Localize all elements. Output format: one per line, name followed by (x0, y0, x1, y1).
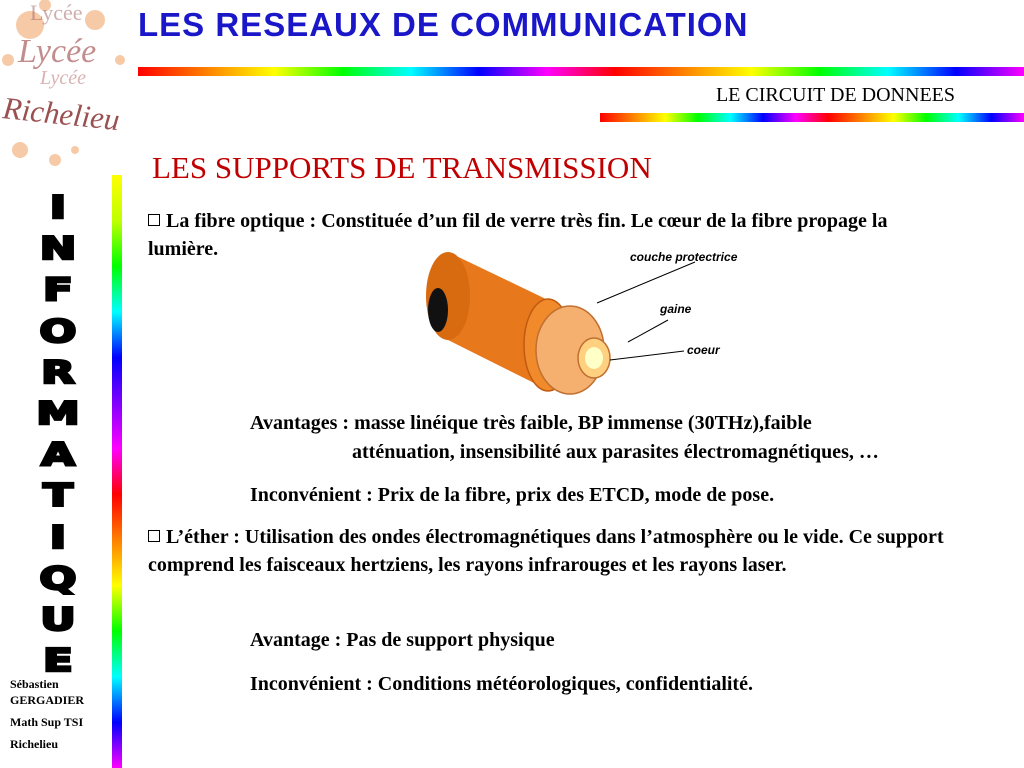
label-cladding: gaine (660, 302, 692, 316)
rainbow-divider (600, 113, 1024, 122)
sidebar-letter: T (43, 478, 73, 515)
svg-text:Lycée: Lycée (30, 0, 83, 25)
sidebar-letter: U (40, 602, 76, 639)
fiber-optic-diagram (420, 240, 770, 400)
sidebar-letter: I (49, 519, 67, 556)
fibre-advantages: Avantages : masse linéique très faible, BP immense (30THz),faible (250, 412, 812, 434)
class-name: Math Sup TSI (10, 715, 84, 729)
sidebar-letter: N (39, 231, 77, 268)
sidebar-letter: O (39, 313, 77, 350)
checkbox-bullet-icon (148, 214, 160, 226)
school-name: Richelieu (10, 737, 58, 751)
checkbox-bullet-icon (148, 530, 160, 542)
svg-text:Lycée: Lycée (18, 33, 97, 70)
sidebar-letter: I (49, 190, 67, 226)
label-protective-layer: couche protectrice (630, 250, 738, 264)
fibre-drawback: Inconvénient : Prix de la fibre, prix des ETCD, mode de pose. (250, 484, 775, 506)
author-last-name: GERGADIER (10, 693, 85, 707)
fibre-advantages-continued: atténuation, insensibilité aux parasites électromagnétiques, … (352, 441, 879, 463)
sidebar-letter: R (41, 354, 75, 391)
sidebar-letter: M (36, 396, 80, 433)
author-first-name: Sébastien (10, 677, 59, 691)
ether-advantage: Avantage : Pas de support physique (250, 629, 555, 651)
sidebar-letter: A (41, 437, 75, 474)
sidebar-letter: E (43, 643, 73, 680)
rainbow-divider (138, 67, 1024, 76)
sidebar-letter: Q (39, 560, 77, 597)
vertical-word-informatique (30, 188, 86, 682)
page-title: LES RESEAUX DE COMMUNICATION (138, 6, 749, 43)
author-block (10, 676, 110, 752)
lycee-richelieu-logo (0, 0, 140, 175)
bullet-ether (148, 523, 1008, 579)
section-title: LES SUPPORTS DE TRANSMISSION (152, 150, 652, 185)
fibre-description: La fibre optique : Constituée d’un fil de verre très fin. Le cœur de la fibre propage la lumière. (148, 210, 888, 260)
label-core: coeur (687, 343, 720, 357)
svg-text:Richelieu: Richelieu (1, 90, 122, 138)
ether-description: L’éther : Utilisation des ondes électromagnétiques dans l’atmosphère ou le vide. Ce support comprend les faisceaux hertziens, les rayons infrarouges et les rayons laser. (148, 526, 944, 576)
svg-text:Lycée: Lycée (40, 67, 87, 89)
sidebar-letter: F (43, 272, 73, 309)
section-subtitle: LE CIRCUIT DE DONNEES (715, 84, 955, 106)
vertical-rainbow-bar (112, 175, 122, 768)
ether-drawback: Inconvénient : Conditions météorologiques, confidentialité. (250, 673, 753, 695)
